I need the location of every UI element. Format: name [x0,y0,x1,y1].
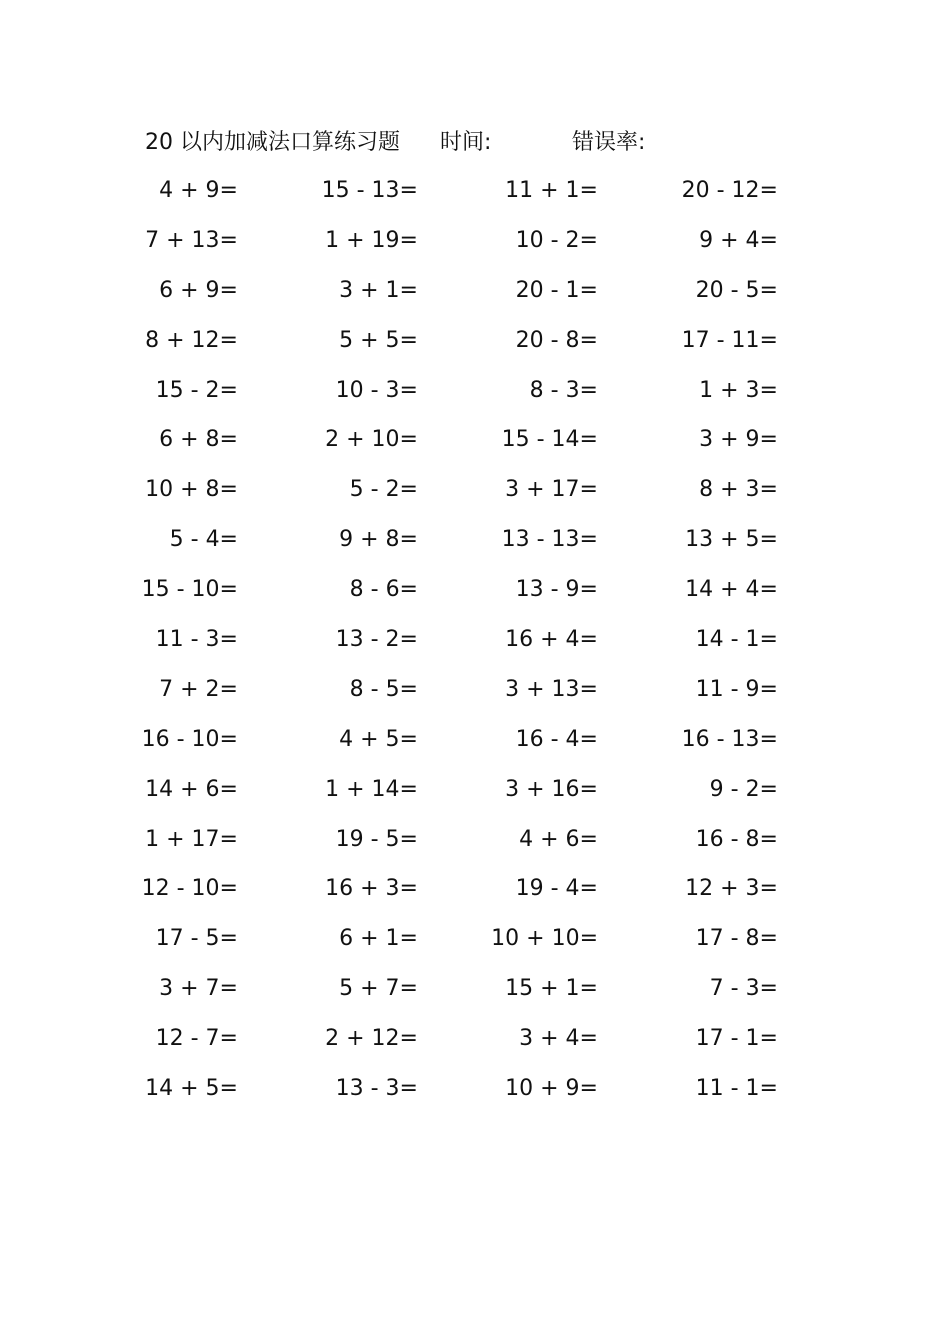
arithmetic-problem: 11 + 1= [505,178,598,203]
arithmetic-problem: 5 - 2= [349,477,418,503]
arithmetic-problem: 6 + 1= [339,926,418,952]
arithmetic-problem: 10 + 8= [145,477,238,503]
arithmetic-problem: 9 - 2= [709,776,778,802]
arithmetic-problem: 4 + 5= [339,726,418,752]
problem-row [0,1071,950,1121]
arithmetic-problem: 16 - 8= [695,826,778,852]
arithmetic-problem: 1 + 14= [325,776,418,802]
problem-row [0,173,950,223]
arithmetic-problem: 10 - 2= [515,227,598,253]
arithmetic-problem: 11 - 3= [155,627,238,653]
arithmetic-problem: 7 - 3= [709,976,778,1002]
problem-row [0,223,950,273]
arithmetic-problem: 1 + 19= [325,227,418,253]
problem-row [0,572,950,622]
arithmetic-problem: 8 - 3= [529,377,598,403]
arithmetic-problem: 12 - 7= [155,1026,238,1052]
arithmetic-problem: 4 + 9= [159,178,238,203]
arithmetic-problem: 3 + 1= [339,277,418,303]
problem-row [0,373,950,423]
arithmetic-problem: 13 - 2= [335,627,418,653]
arithmetic-problem: 3 + 13= [505,676,598,702]
arithmetic-problem: 6 + 9= [159,277,238,303]
problem-row [0,772,950,822]
arithmetic-problem: 17 - 1= [695,1026,778,1052]
arithmetic-problem: 13 - 9= [515,577,598,603]
problem-row [0,672,950,722]
arithmetic-problem: 19 - 5= [335,826,418,852]
arithmetic-problem: 17 - 8= [695,926,778,952]
arithmetic-problem: 12 + 3= [685,876,778,902]
arithmetic-problem: 3 + 17= [505,477,598,503]
arithmetic-problem: 7 + 13= [145,227,238,253]
arithmetic-problem: 8 - 5= [349,676,418,702]
arithmetic-problem: 16 + 4= [505,627,598,653]
arithmetic-problem: 11 - 9= [695,676,778,702]
problem-row [0,273,950,323]
arithmetic-problem: 10 + 9= [505,1076,598,1102]
problem-row [0,522,950,572]
problem-row [0,323,950,373]
arithmetic-problem: 3 + 16= [505,776,598,802]
arithmetic-problem: 5 + 5= [339,327,418,353]
arithmetic-problem: 11 - 1= [695,1076,778,1102]
arithmetic-problem: 16 - 10= [141,726,238,752]
error-rate-label: 错误率: [572,130,646,155]
arithmetic-problem: 15 - 14= [501,427,598,453]
arithmetic-problem: 16 - 4= [515,726,598,752]
problem-row [0,971,950,1021]
worksheet-title: 20 以内加减法口算练习题 [145,130,400,155]
problem-row [0,722,950,772]
arithmetic-problem: 13 - 3= [335,1076,418,1102]
arithmetic-problem: 20 - 12= [681,178,778,203]
arithmetic-problem: 1 + 3= [699,377,778,403]
problem-row [0,622,950,672]
arithmetic-problem: 13 - 13= [501,527,598,553]
arithmetic-problem: 16 - 13= [681,726,778,752]
arithmetic-problem: 2 + 12= [325,1026,418,1052]
arithmetic-problem: 4 + 6= [519,826,598,852]
arithmetic-problem: 8 - 6= [349,577,418,603]
arithmetic-problem: 20 - 5= [695,277,778,303]
arithmetic-problem: 15 - 2= [155,377,238,403]
arithmetic-problem: 8 + 12= [145,327,238,353]
arithmetic-problem: 3 + 9= [699,427,778,453]
problem-row [0,921,950,971]
arithmetic-problem: 20 - 1= [515,277,598,303]
arithmetic-problem: 13 + 5= [685,527,778,553]
arithmetic-problem: 9 + 8= [339,527,418,553]
problem-row [0,822,950,872]
arithmetic-problem: 6 + 8= [159,427,238,453]
arithmetic-problem: 17 - 5= [155,926,238,952]
arithmetic-problem: 1 + 17= [145,826,238,852]
arithmetic-problem: 5 - 4= [169,527,238,553]
problem-row [0,422,950,472]
arithmetic-problem: 9 + 4= [699,227,778,253]
arithmetic-problem: 14 + 5= [145,1076,238,1102]
time-label: 时间: [440,130,492,155]
arithmetic-problem: 10 - 3= [335,377,418,403]
problem-row [0,472,950,522]
arithmetic-problem: 10 + 10= [491,926,598,952]
arithmetic-problem: 7 + 2= [159,676,238,702]
arithmetic-problem: 3 + 4= [519,1026,598,1052]
arithmetic-problem: 12 - 10= [141,876,238,902]
problem-grid [0,173,950,1121]
worksheet-header [0,126,950,160]
problem-row [0,871,950,921]
arithmetic-problem: 16 + 3= [325,876,418,902]
problem-row [0,1021,950,1071]
arithmetic-problem: 20 - 8= [515,327,598,353]
arithmetic-problem: 14 - 1= [695,627,778,653]
arithmetic-problem: 15 + 1= [505,976,598,1002]
arithmetic-problem: 15 - 13= [321,178,418,203]
arithmetic-problem: 19 - 4= [515,876,598,902]
arithmetic-problem: 2 + 10= [325,427,418,453]
arithmetic-problem: 3 + 7= [159,976,238,1002]
arithmetic-problem: 14 + 4= [685,577,778,603]
arithmetic-problem: 8 + 3= [699,477,778,503]
arithmetic-problem: 15 - 10= [141,577,238,603]
arithmetic-problem: 17 - 11= [681,327,778,353]
arithmetic-problem: 5 + 7= [339,976,418,1002]
arithmetic-problem: 14 + 6= [145,776,238,802]
